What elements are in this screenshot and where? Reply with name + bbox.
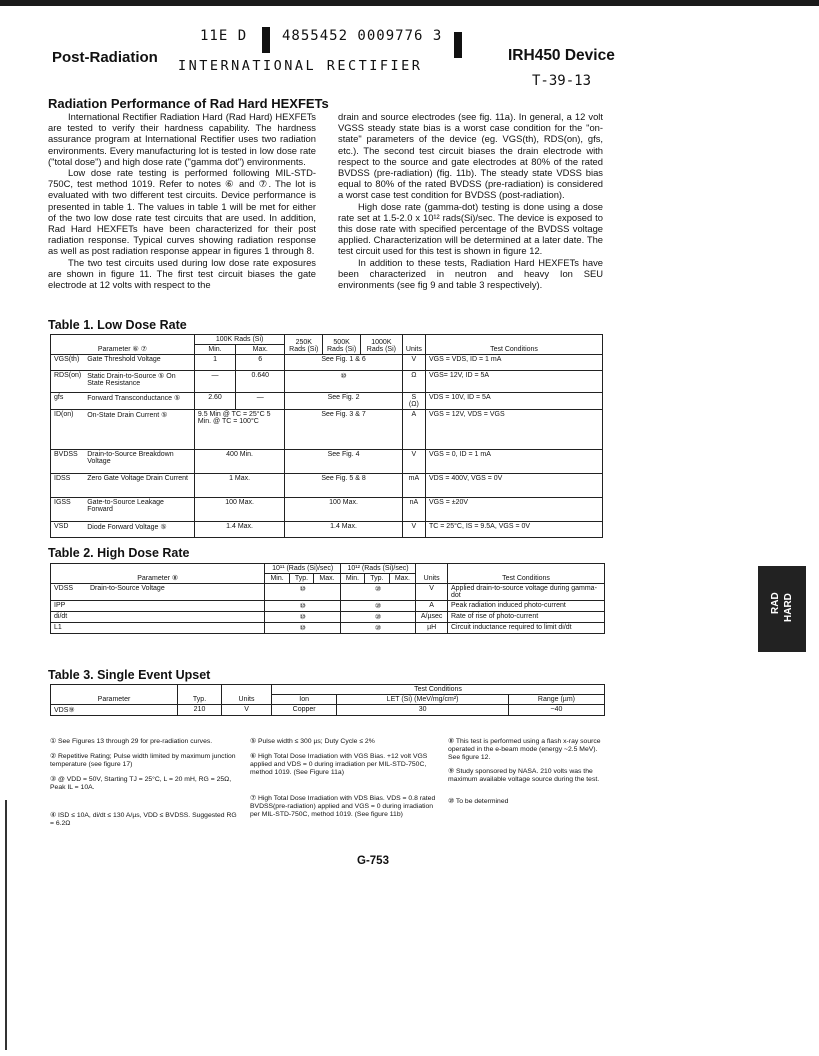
col-header-1e12: 10¹² (Rads (Si)/sec) bbox=[340, 564, 415, 574]
param-symbol: IGSS bbox=[51, 498, 85, 522]
value-max: 0.640 bbox=[236, 371, 285, 393]
test-condition: VGS = VDS, ID = 1 mA bbox=[426, 355, 603, 371]
rad-hard-side-tab bbox=[758, 566, 806, 652]
col-header-parameter: Parameter ⑧ bbox=[51, 564, 265, 584]
footnote: ⑤ Pulse width ≤ 300 µs; Duty Cycle ≤ 2% bbox=[250, 738, 375, 745]
table-low-dose-rate bbox=[50, 334, 603, 538]
test-condition: VGS = 12V, VDS = VGS bbox=[426, 410, 603, 450]
param-symbol: VDSS bbox=[51, 584, 88, 601]
col-header-min: Min. bbox=[194, 345, 235, 355]
test-condition: VGS = ±20V bbox=[426, 498, 603, 522]
col-header-test-conditions: Test Conditions bbox=[448, 564, 605, 584]
header-left-title: Post-Radiation bbox=[52, 49, 158, 66]
col-header-ion: Ion bbox=[272, 695, 337, 705]
units: A bbox=[416, 601, 448, 612]
value-1e12: ⑩ bbox=[340, 584, 415, 601]
top-border bbox=[0, 0, 819, 6]
table-row bbox=[51, 393, 603, 410]
paragraph: In addition to these tests, Radiation Hard HEXFETs have been characterized in neutron and heavy Ion SEU environments (see fig 9 and table 3 respectively). bbox=[338, 256, 603, 291]
value-1e12: ⑩ bbox=[340, 623, 415, 634]
margin-rule bbox=[5, 800, 7, 1050]
value-typ: 210 bbox=[178, 705, 222, 716]
units: Ω bbox=[402, 371, 425, 393]
col-header-max: Max. bbox=[389, 574, 416, 584]
col-header-range: Range (µm) bbox=[508, 695, 604, 705]
header-code-right: 4855452 0009776 3 bbox=[282, 28, 443, 44]
test-condition: Peak radiation induced photo-current bbox=[448, 601, 605, 612]
ion: Copper bbox=[272, 705, 337, 716]
test-condition: VDS = 10V, ID = 5A bbox=[426, 393, 603, 410]
param-symbol: di/dt bbox=[51, 612, 88, 623]
units: mA bbox=[402, 474, 425, 498]
col-header-let: LET (Si) (MeV/mg/cm²) bbox=[337, 695, 509, 705]
value-min-max: 1.4 Max. bbox=[194, 522, 284, 538]
table-high-dose-rate bbox=[50, 563, 605, 634]
value-min-max: 400 Min. bbox=[194, 450, 284, 474]
units: V bbox=[416, 584, 448, 601]
company-name: INTERNATIONAL RECTIFIER bbox=[178, 58, 423, 74]
param-symbol: VSD bbox=[51, 522, 85, 538]
side-tab-label-1: RAD bbox=[770, 592, 781, 614]
test-condition: VDS = 400V, VGS = 0V bbox=[426, 474, 603, 498]
param-name: Forward Transconductance ⑤ bbox=[84, 393, 194, 410]
body-column-right bbox=[338, 111, 603, 290]
value-high-dose: 1.4 Max. bbox=[285, 522, 402, 538]
col-header-test-conditions: Test Conditions bbox=[426, 335, 603, 355]
table-row bbox=[51, 584, 605, 601]
value-1e12: ⑩ bbox=[340, 612, 415, 623]
param-name: Drain-to-Source Breakdown Voltage bbox=[84, 450, 194, 474]
value-min-max: 100 Max. bbox=[194, 498, 284, 522]
param-name: Diode Forward Voltage ⑤ bbox=[84, 522, 194, 538]
footnote: ⑩ To be determined bbox=[448, 798, 509, 805]
units: A bbox=[402, 410, 425, 450]
test-condition: VGS = 0, ID = 1 mA bbox=[426, 450, 603, 474]
paragraph: The two test circuits used during low dose rate exposures are shown in figure 11. The first test circuit biases the gate electrode at 12 volts with respect to the bbox=[48, 256, 316, 291]
table-row bbox=[51, 474, 603, 498]
col-header-500k: 500K Rads (Si) bbox=[323, 335, 361, 355]
table2-title: Table 2. High Dose Rate bbox=[48, 546, 190, 560]
footnote: ④ ISD ≤ 10A, di/dt ≤ 130 A/µs, VDD ≤ BVDSS. Suggested RG = 6.2Ω bbox=[50, 812, 237, 827]
header-bar-mark bbox=[454, 32, 462, 58]
value-high-dose: See Fig. 5 & 8 bbox=[285, 474, 402, 498]
footnote: ① See Figures 13 through 29 for pre-radiation curves. bbox=[50, 738, 213, 745]
col-header-units: Units bbox=[416, 564, 448, 584]
col-header-parameter: Parameter bbox=[51, 685, 178, 705]
body-column-left bbox=[48, 111, 316, 290]
param-name bbox=[87, 623, 265, 634]
col-header-1000k: 1000K Rads (Si) bbox=[361, 335, 403, 355]
table-row bbox=[51, 705, 605, 716]
param-name bbox=[87, 612, 265, 623]
col-header-typ: Typ. bbox=[178, 685, 222, 705]
paragraph: International Rectifier Radiation Hard (Rad Hard) HEXFETs are tested to verify their hardness capability. The hardness assurance program at International Rectifier uses two radiation environments. Every manufacturing lot is tested in low dose rate ("total dose") and high dose rate ("gamma dot") environments. bbox=[48, 111, 316, 167]
value-1e11: ⑩ bbox=[265, 584, 340, 601]
footnote: ⑥ High Total Dose Irradiation with VGS Bias. +12 volt VGS applied and VDS = 0 during irradiation per MIL-STD-750C, method 1019. (See Figure 11a) bbox=[250, 753, 428, 776]
value-max: — bbox=[236, 393, 285, 410]
section-title: Radiation Performance of Rad Hard HEXFETs bbox=[48, 96, 329, 111]
value-high-dose: See Fig. 1 & 6 bbox=[285, 355, 402, 371]
table-row bbox=[51, 371, 603, 393]
param-symbol: L1 bbox=[51, 623, 88, 634]
param-name: On-State Drain Current ⑤ bbox=[84, 410, 194, 450]
value-1e12: ⑩ bbox=[340, 601, 415, 612]
param-symbol: IDSS bbox=[51, 474, 85, 498]
table-row bbox=[51, 450, 603, 474]
value-min-max: 9.5 Min @ TC = 25°C 5 Min. @ TC = 100°C bbox=[194, 410, 284, 450]
paragraph: drain and source electrodes (see fig. 11a). In general, a 12 volt VGSS steady state bias is a worst case condition for the "on-state" parameters of the device (eg. VGS(th), RDS(on), gfs, etc.). The second test circuit biases the drain electrode with respect to the source and gate electrodes at 80% of the rated BVDSS (pre-radiation) (fig. 11b). The steady state VDSS bias equal to 80% of the rated BVDSS (pre-radiation) is considered a worst case test condition for BVDSS (post-radiation). bbox=[338, 111, 603, 201]
value-1e11: ⑩ bbox=[265, 601, 340, 612]
value-min: 2.60 bbox=[194, 393, 235, 410]
doc-code: T-39-13 bbox=[532, 73, 592, 89]
col-header-min: Min. bbox=[340, 574, 364, 584]
param-symbol: VDS⑨ bbox=[51, 705, 178, 716]
table-row bbox=[51, 612, 605, 623]
col-header-100k: 100K Rads (Si) bbox=[194, 335, 284, 345]
header-code-left: 11E D bbox=[200, 28, 248, 44]
param-symbol: VGS(th) bbox=[51, 355, 85, 371]
value-min: — bbox=[194, 371, 235, 393]
value-min: 1 bbox=[194, 355, 235, 371]
value-high-dose: See Fig. 4 bbox=[285, 450, 402, 474]
col-header-max: Max. bbox=[236, 345, 285, 355]
units: V bbox=[402, 450, 425, 474]
col-header-typ: Typ. bbox=[289, 574, 313, 584]
param-symbol: IPP bbox=[51, 601, 88, 612]
paragraph: Low dose rate testing is performed following MIL-STD-750C, test method 1019. Refer to notes ⑥ and ⑦. The lot is evaluated with two different test circuits. Device performance is presented in table 1. The values in table 1 will be met for either of the two low dose rate test circuits that are used. In addition, Rad Hard HEXFETs have been characterized for their post radiation response. Typical curves showing radiation response as well as post radiation response appear in figures 1 through 8. bbox=[48, 167, 316, 257]
let-value: 30 bbox=[337, 705, 509, 716]
param-name: Gate-to-Source Leakage Forward bbox=[84, 498, 194, 522]
param-name: Static Drain-to-Source ⑤ On State Resistance bbox=[84, 371, 194, 393]
test-condition: Rate of rise of photo-current bbox=[448, 612, 605, 623]
col-header-typ: Typ. bbox=[365, 574, 389, 584]
table1-title: Table 1. Low Dose Rate bbox=[48, 318, 187, 332]
table-row bbox=[51, 410, 603, 450]
units: S (Ω) bbox=[402, 393, 425, 410]
table-row bbox=[51, 522, 603, 538]
footnote: ⑧ This test is performed using a flash x-ray source operated in the e-beam mode (energy ~2.5 MeV). See figure 12. bbox=[448, 738, 601, 761]
col-header-250k: 250K Rads (Si) bbox=[285, 335, 323, 355]
device-title: IRH450 Device bbox=[508, 47, 615, 64]
param-symbol: gfs bbox=[51, 393, 85, 410]
value-1e11: ⑩ bbox=[265, 612, 340, 623]
table-single-event-upset bbox=[50, 684, 605, 716]
paragraph: High dose rate (gamma-dot) testing is done using a dose rate set at 1.5-2.0 x 10¹² rads(Si)/sec. The device is exposed to this dose rate with specified percentage of the BVDSS voltage applied. Characterization will be determined at a later date. The test circuit used for this test is shown in figure 12. bbox=[338, 200, 603, 257]
value-high-dose: See Fig. 2 bbox=[285, 393, 402, 410]
header-bar-mark bbox=[262, 27, 270, 53]
col-header-units: Units bbox=[402, 335, 425, 355]
value-max: 6 bbox=[236, 355, 285, 371]
value-high-dose: ⑩ bbox=[285, 371, 402, 393]
side-tab-label-2: HARD bbox=[783, 593, 794, 622]
range-value: ~40 bbox=[508, 705, 604, 716]
page-number: G-753 bbox=[357, 855, 389, 867]
units: V bbox=[222, 705, 272, 716]
test-condition: VGS= 12V, ID = 5A bbox=[426, 371, 603, 393]
col-header-units: Units bbox=[222, 685, 272, 705]
test-condition: TC = 25°C, IS = 9.5A, VGS = 0V bbox=[426, 522, 603, 538]
value-high-dose: See Fig. 3 & 7 bbox=[285, 410, 402, 450]
footnote: ⑨ Study sponsored by NASA. 210 volts was the maximum available voltage source during the test. bbox=[448, 768, 600, 783]
col-header-test-conditions: Test Conditions bbox=[272, 685, 605, 695]
footnote: ⑦ High Total Dose Irradiation with VDS Bias. VDS = 0.8 rated BVDSS(pre-radiation) applied and VGS = 0 during irradiation per MIL-STD-750C, method 1019. (See figure 11b) bbox=[250, 795, 436, 818]
value-min-max: 1 Max. bbox=[194, 474, 284, 498]
value-high-dose: 100 Max. bbox=[285, 498, 402, 522]
param-symbol: ID(on) bbox=[51, 410, 85, 450]
col-header-parameter: Parameter ⑥ ⑦ bbox=[51, 335, 195, 355]
table-row bbox=[51, 601, 605, 612]
units: V bbox=[402, 355, 425, 371]
test-condition: Circuit inductance required to limit di/dt bbox=[448, 623, 605, 634]
col-header-max: Max. bbox=[314, 574, 341, 584]
value-1e11: ⑩ bbox=[265, 623, 340, 634]
footnote: ③ @ VDD = 50V, Starting TJ = 25°C, L = 20 mH, RG = 25Ω, Peak IL = 10A. bbox=[50, 776, 232, 791]
param-name: Zero Gate Voltage Drain Current bbox=[84, 474, 194, 498]
param-symbol: RDS(on) bbox=[51, 371, 85, 393]
units: µH bbox=[416, 623, 448, 634]
param-name: Gate Threshold Voltage bbox=[84, 355, 194, 371]
table3-title: Table 3. Single Event Upset bbox=[48, 668, 211, 682]
table-row bbox=[51, 498, 603, 522]
table-row bbox=[51, 355, 603, 371]
param-name bbox=[87, 601, 265, 612]
param-symbol: BVDSS bbox=[51, 450, 85, 474]
units: A/µsec bbox=[416, 612, 448, 623]
col-header-min: Min. bbox=[265, 574, 289, 584]
table-row bbox=[51, 623, 605, 634]
footnote: ② Repetitive Rating; Pulse width limited by maximum junction temperature (see figure 17) bbox=[50, 753, 236, 768]
units: nA bbox=[402, 498, 425, 522]
test-condition: Applied drain-to-source voltage during gamma-dot bbox=[448, 584, 605, 601]
units: V bbox=[402, 522, 425, 538]
col-header-1e11: 10¹¹ (Rads (Si)/sec) bbox=[265, 564, 340, 574]
param-name: Drain-to-Source Voltage bbox=[87, 584, 265, 601]
